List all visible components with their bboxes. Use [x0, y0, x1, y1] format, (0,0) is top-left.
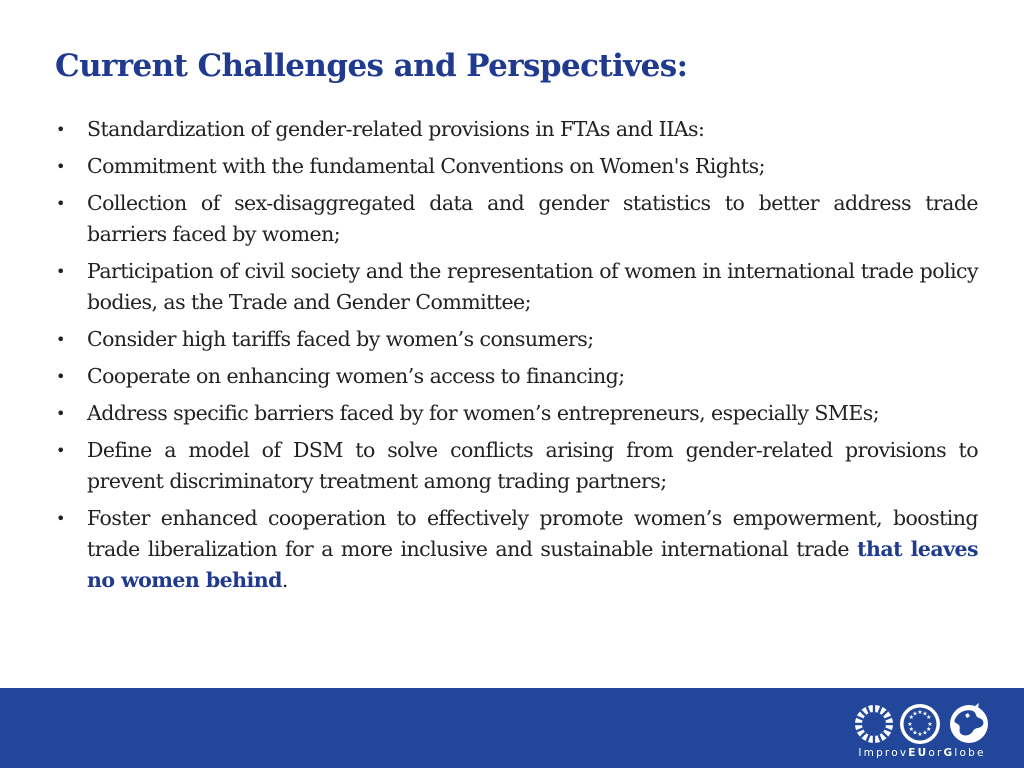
- logo-wordmark: ImprovEUorGlobe: [858, 747, 986, 759]
- list-item: [56, 256, 978, 318]
- emphasis-text: that leaves no women behind: [87, 537, 978, 592]
- bullet-icon: •: [56, 262, 65, 281]
- bullet-text: Collection of sex-disaggregated data and gender statistics to better address trade barriers faced by women;: [87, 191, 978, 246]
- svg-text:★: ★: [927, 721, 933, 728]
- svg-text:★: ★: [917, 709, 923, 716]
- improveuorglobe-logo: [849, 701, 995, 763]
- bullet-icon: •: [56, 330, 65, 349]
- list-item: [56, 398, 978, 429]
- list-item: [56, 361, 978, 392]
- sunburst-icon: [855, 705, 893, 743]
- bullet-text: Address specific barriers faced by for women’s entrepreneurs, especially SMEs;: [87, 401, 880, 425]
- svg-text:★: ★: [917, 731, 923, 738]
- bullet-text: Standardization of gender-related provisions in FTAs and IIAs:: [87, 117, 705, 141]
- bullet-text: Foster enhanced cooperation to effectively promote women’s empowerment, boosting trade liberalization for a more inclusive and sustainable international trade: [87, 506, 978, 561]
- bullet-text: Cooperate on enhancing women’s access to financing;: [87, 364, 625, 388]
- bullet-text: Commitment with the fundamental Conventions on Women's Rights;: [87, 154, 765, 178]
- eu-stars-icon: [900, 704, 940, 744]
- list-item: [56, 114, 978, 145]
- slide-title: Current Challenges and Perspectives:: [55, 48, 688, 84]
- svg-text:★: ★: [922, 729, 928, 737]
- svg-text:★: ★: [912, 710, 918, 718]
- bullet-icon: •: [56, 404, 65, 423]
- list-item: [56, 435, 978, 497]
- bullet-icon: •: [56, 194, 65, 213]
- bullet-icon: •: [56, 157, 65, 176]
- bullet-text: Participation of civil society and the representation of women in international trade policy bodies, as the Trade and Gender Committee;: [87, 259, 978, 314]
- list-item-final: [56, 503, 978, 596]
- svg-text:★: ★: [912, 729, 918, 737]
- bullet-icon: •: [56, 120, 65, 139]
- globe-icon: [950, 703, 988, 743]
- challenges-list: [56, 114, 978, 596]
- logo-icons: [849, 701, 995, 745]
- svg-text:★: ★: [926, 726, 932, 733]
- bullet-text: Consider high tariffs faced by women’s consumers;: [87, 327, 594, 351]
- bullet-end: .: [281, 568, 288, 592]
- svg-text:★: ★: [926, 714, 932, 721]
- svg-text:★: ★: [908, 714, 914, 721]
- bullet-icon: •: [56, 509, 65, 528]
- bullet-text: Define a model of DSM to solve conflicts arising from gender-related provisions to prevent discriminatory treatment among trading partners;: [87, 438, 978, 493]
- list-item: [56, 151, 978, 182]
- bullet-icon: •: [56, 367, 65, 386]
- bullet-icon: •: [56, 441, 65, 460]
- list-item: [56, 324, 978, 355]
- list-item: [56, 188, 978, 250]
- svg-text:★: ★: [907, 721, 913, 728]
- svg-text:★: ★: [922, 710, 928, 718]
- svg-text:★: ★: [908, 726, 914, 733]
